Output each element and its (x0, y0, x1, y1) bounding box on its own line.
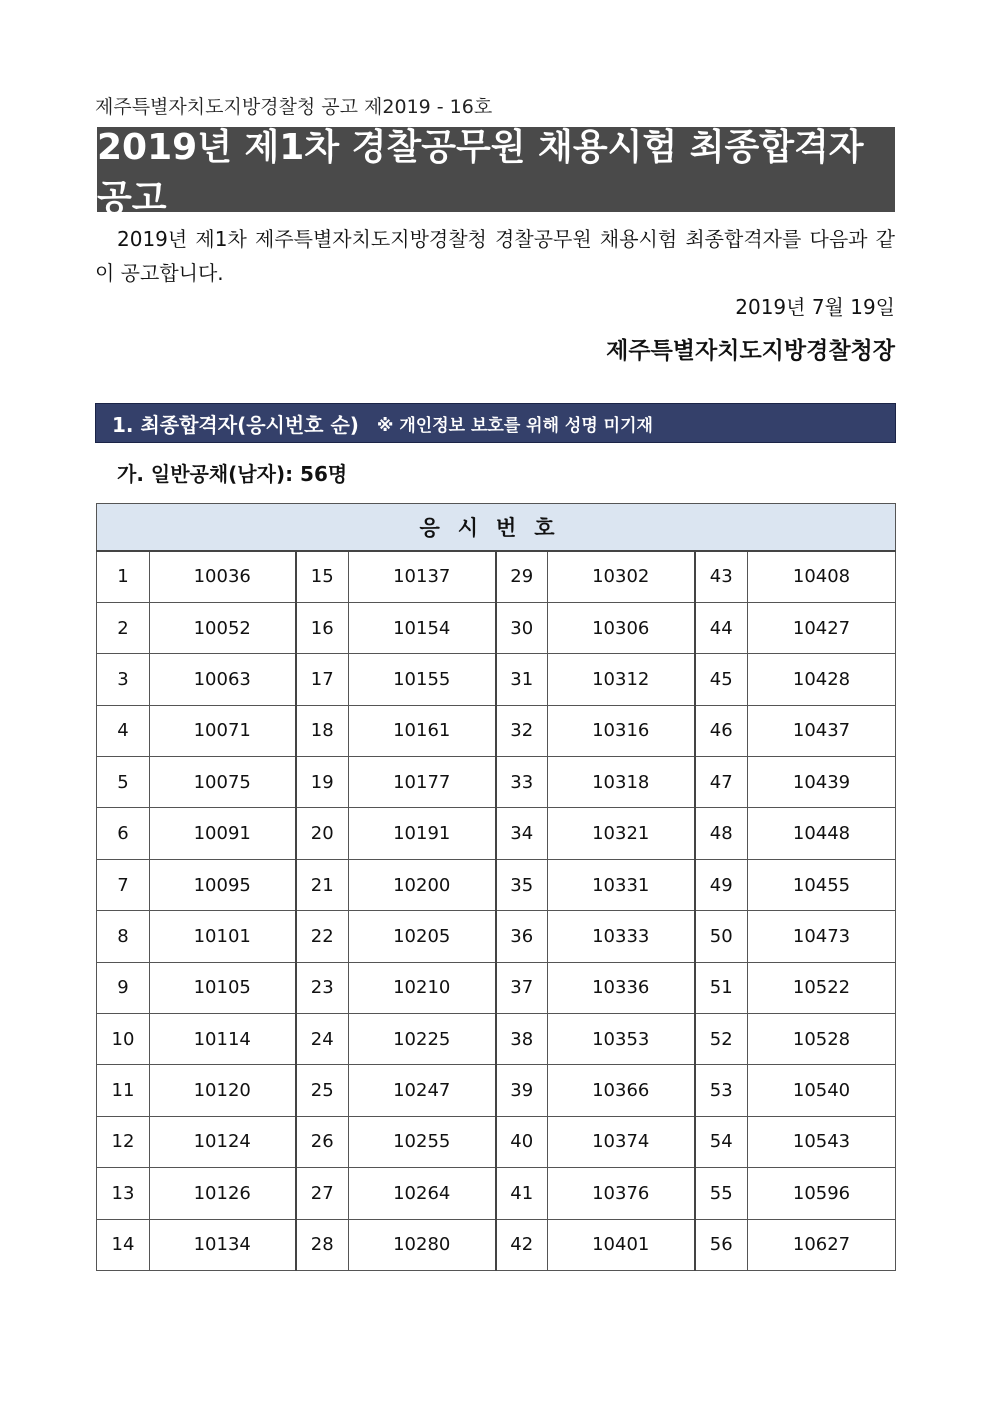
sequence-number-cell: 35 (496, 859, 548, 910)
sequence-number-cell: 31 (496, 654, 548, 705)
exam-number-cell: 10200 (349, 859, 496, 910)
sequence-number-cell: 23 (296, 962, 349, 1013)
exam-number-cell: 10161 (349, 705, 496, 756)
sequence-number-cell: 17 (296, 654, 349, 705)
exam-number-cell: 10522 (748, 962, 896, 1013)
sequence-number-cell: 7 (97, 859, 150, 910)
category-subheading: 가. 일반공채(남자): 56명 (117, 462, 348, 486)
table-row (97, 859, 896, 910)
sequence-number-cell: 11 (97, 1065, 150, 1116)
sequence-number-cell: 24 (296, 1014, 349, 1065)
sequence-number-cell: 16 (296, 602, 349, 653)
notice-number: 제주특별자치도지방경찰청 공고 제2019 - 16호 (95, 96, 493, 118)
exam-number-cell: 10177 (349, 757, 496, 808)
exam-number-cell: 10596 (748, 1168, 896, 1219)
exam-number-cell: 10439 (748, 757, 896, 808)
exam-number-cell: 10312 (548, 654, 695, 705)
exam-number-cell: 10120 (150, 1065, 296, 1116)
sequence-number-cell: 5 (97, 757, 150, 808)
sequence-number-cell: 1 (97, 551, 150, 602)
exam-number-cell: 10155 (349, 654, 496, 705)
exam-number-cell: 10374 (548, 1116, 695, 1167)
exam-number-cell: 10101 (150, 911, 296, 962)
sequence-number-cell: 28 (296, 1219, 349, 1270)
sequence-number-cell: 34 (496, 808, 548, 859)
exam-number-cell: 10095 (150, 859, 296, 910)
results-table (96, 503, 896, 1271)
exam-number-cell: 10154 (349, 602, 496, 653)
sequence-number-cell: 10 (97, 1014, 150, 1065)
exam-number-cell: 10448 (748, 808, 896, 859)
exam-number-cell: 10205 (349, 911, 496, 962)
section-header (95, 403, 896, 443)
table-row (97, 602, 896, 653)
exam-number-cell: 10280 (349, 1219, 496, 1270)
exam-number-cell: 10075 (150, 757, 296, 808)
exam-number-cell: 10540 (748, 1065, 896, 1116)
sequence-number-cell: 52 (695, 1014, 748, 1065)
exam-number-cell: 10255 (349, 1116, 496, 1167)
exam-number-cell: 10408 (748, 551, 896, 602)
exam-number-cell: 10318 (548, 757, 695, 808)
exam-number-cell: 10543 (748, 1116, 896, 1167)
exam-number-cell: 10336 (548, 962, 695, 1013)
sequence-number-cell: 3 (97, 654, 150, 705)
sequence-number-cell: 29 (496, 551, 548, 602)
sequence-number-cell: 32 (496, 705, 548, 756)
exam-number-cell: 10366 (548, 1065, 695, 1116)
exam-number-cell: 10473 (748, 911, 896, 962)
table-row (97, 911, 896, 962)
exam-number-cell: 10052 (150, 602, 296, 653)
sequence-number-cell: 43 (695, 551, 748, 602)
table-row (97, 1116, 896, 1167)
sequence-number-cell: 56 (695, 1219, 748, 1270)
exam-number-cell: 10455 (748, 859, 896, 910)
sequence-number-cell: 39 (496, 1065, 548, 1116)
exam-number-cell: 10114 (150, 1014, 296, 1065)
exam-number-cell: 10137 (349, 551, 496, 602)
sequence-number-cell: 6 (97, 808, 150, 859)
exam-number-cell: 10036 (150, 551, 296, 602)
exam-number-cell: 10331 (548, 859, 695, 910)
exam-number-cell: 10091 (150, 808, 296, 859)
sequence-number-cell: 8 (97, 911, 150, 962)
privacy-note: ※ 개인정보 보호를 위해 성명 미기재 (376, 415, 653, 436)
exam-number-cell: 10126 (150, 1168, 296, 1219)
exam-number-cell: 10401 (548, 1219, 695, 1270)
exam-number-cell: 10134 (150, 1219, 296, 1270)
sequence-number-cell: 4 (97, 705, 150, 756)
sequence-number-cell: 45 (695, 654, 748, 705)
table-row (97, 1219, 896, 1270)
exam-number-cell: 10302 (548, 551, 695, 602)
exam-number-cell: 10428 (748, 654, 896, 705)
page-title (97, 126, 895, 219)
table-row (97, 1065, 896, 1116)
sequence-number-cell: 46 (695, 705, 748, 756)
sequence-number-cell: 9 (97, 962, 150, 1013)
sequence-number-cell: 36 (496, 911, 548, 962)
sequence-number-cell: 51 (695, 962, 748, 1013)
sequence-number-cell: 13 (97, 1168, 150, 1219)
sequence-number-cell: 38 (496, 1014, 548, 1065)
sequence-number-cell: 53 (695, 1065, 748, 1116)
table-row (97, 1014, 896, 1065)
sequence-number-cell: 49 (695, 859, 748, 910)
sequence-number-cell: 2 (97, 602, 150, 653)
sequence-number-cell: 26 (296, 1116, 349, 1167)
exam-number-cell: 10247 (349, 1065, 496, 1116)
exam-number-cell: 10124 (150, 1116, 296, 1167)
exam-number-cell: 10528 (748, 1014, 896, 1065)
sequence-number-cell: 14 (97, 1219, 150, 1270)
sequence-number-cell: 37 (496, 962, 548, 1013)
sequence-number-cell: 30 (496, 602, 548, 653)
sequence-number-cell: 50 (695, 911, 748, 962)
table-row (97, 705, 896, 756)
issuer-signature: 제주특별자치도지방경찰청장 (606, 338, 895, 364)
sequence-number-cell: 55 (695, 1168, 748, 1219)
sequence-number-cell: 33 (496, 757, 548, 808)
table-row (97, 1168, 896, 1219)
sequence-number-cell: 18 (296, 705, 349, 756)
exam-number-cell: 10627 (748, 1219, 896, 1270)
table-row (97, 757, 896, 808)
exam-number-cell: 10316 (548, 705, 695, 756)
sequence-number-cell: 25 (296, 1065, 349, 1116)
exam-number-cell: 10063 (150, 654, 296, 705)
exam-number-cell: 10437 (748, 705, 896, 756)
exam-number-cell: 10210 (349, 962, 496, 1013)
exam-number-cell: 10353 (548, 1014, 695, 1065)
announcement-date: 2019년 7월 19일 (735, 295, 895, 319)
sequence-number-cell: 48 (695, 808, 748, 859)
sequence-number-cell: 54 (695, 1116, 748, 1167)
sequence-number-cell: 20 (296, 808, 349, 859)
exam-number-cell: 10225 (349, 1014, 496, 1065)
table-row (97, 551, 896, 602)
exam-number-cell: 10306 (548, 602, 695, 653)
sequence-number-cell: 21 (296, 859, 349, 910)
sequence-number-cell: 47 (695, 757, 748, 808)
section-title: 1. 최종합격자(응시번호 순) (112, 412, 359, 437)
table-row (97, 808, 896, 859)
sequence-number-cell: 19 (296, 757, 349, 808)
sequence-number-cell: 40 (496, 1116, 548, 1167)
table-header: 응시번호 (97, 504, 896, 552)
sequence-number-cell: 15 (296, 551, 349, 602)
table-row (97, 654, 896, 705)
exam-number-cell: 10191 (349, 808, 496, 859)
sequence-number-cell: 44 (695, 602, 748, 653)
sequence-number-cell: 27 (296, 1168, 349, 1219)
sequence-number-cell: 12 (97, 1116, 150, 1167)
sequence-number-cell: 22 (296, 911, 349, 962)
exam-number-cell: 10333 (548, 911, 695, 962)
table-row (97, 962, 896, 1013)
exam-number-cell: 10427 (748, 602, 896, 653)
exam-number-cell: 10071 (150, 705, 296, 756)
exam-number-cell: 10264 (349, 1168, 496, 1219)
exam-number-cell: 10376 (548, 1168, 695, 1219)
exam-number-cell: 10105 (150, 962, 296, 1013)
exam-number-cell: 10321 (548, 808, 695, 859)
sequence-number-cell: 41 (496, 1168, 548, 1219)
intro-paragraph: 2019년 제1차 제주특별자치도지방경찰청 경찰공무원 채용시험 최종합격자를 다음과 같이 공고합니다. (95, 227, 895, 285)
table-body (97, 551, 896, 1270)
sequence-number-cell: 42 (496, 1219, 548, 1270)
page-title-text: 2019년 제1차 경찰공무원 채용시험 최종합격자 공고 (97, 126, 864, 219)
